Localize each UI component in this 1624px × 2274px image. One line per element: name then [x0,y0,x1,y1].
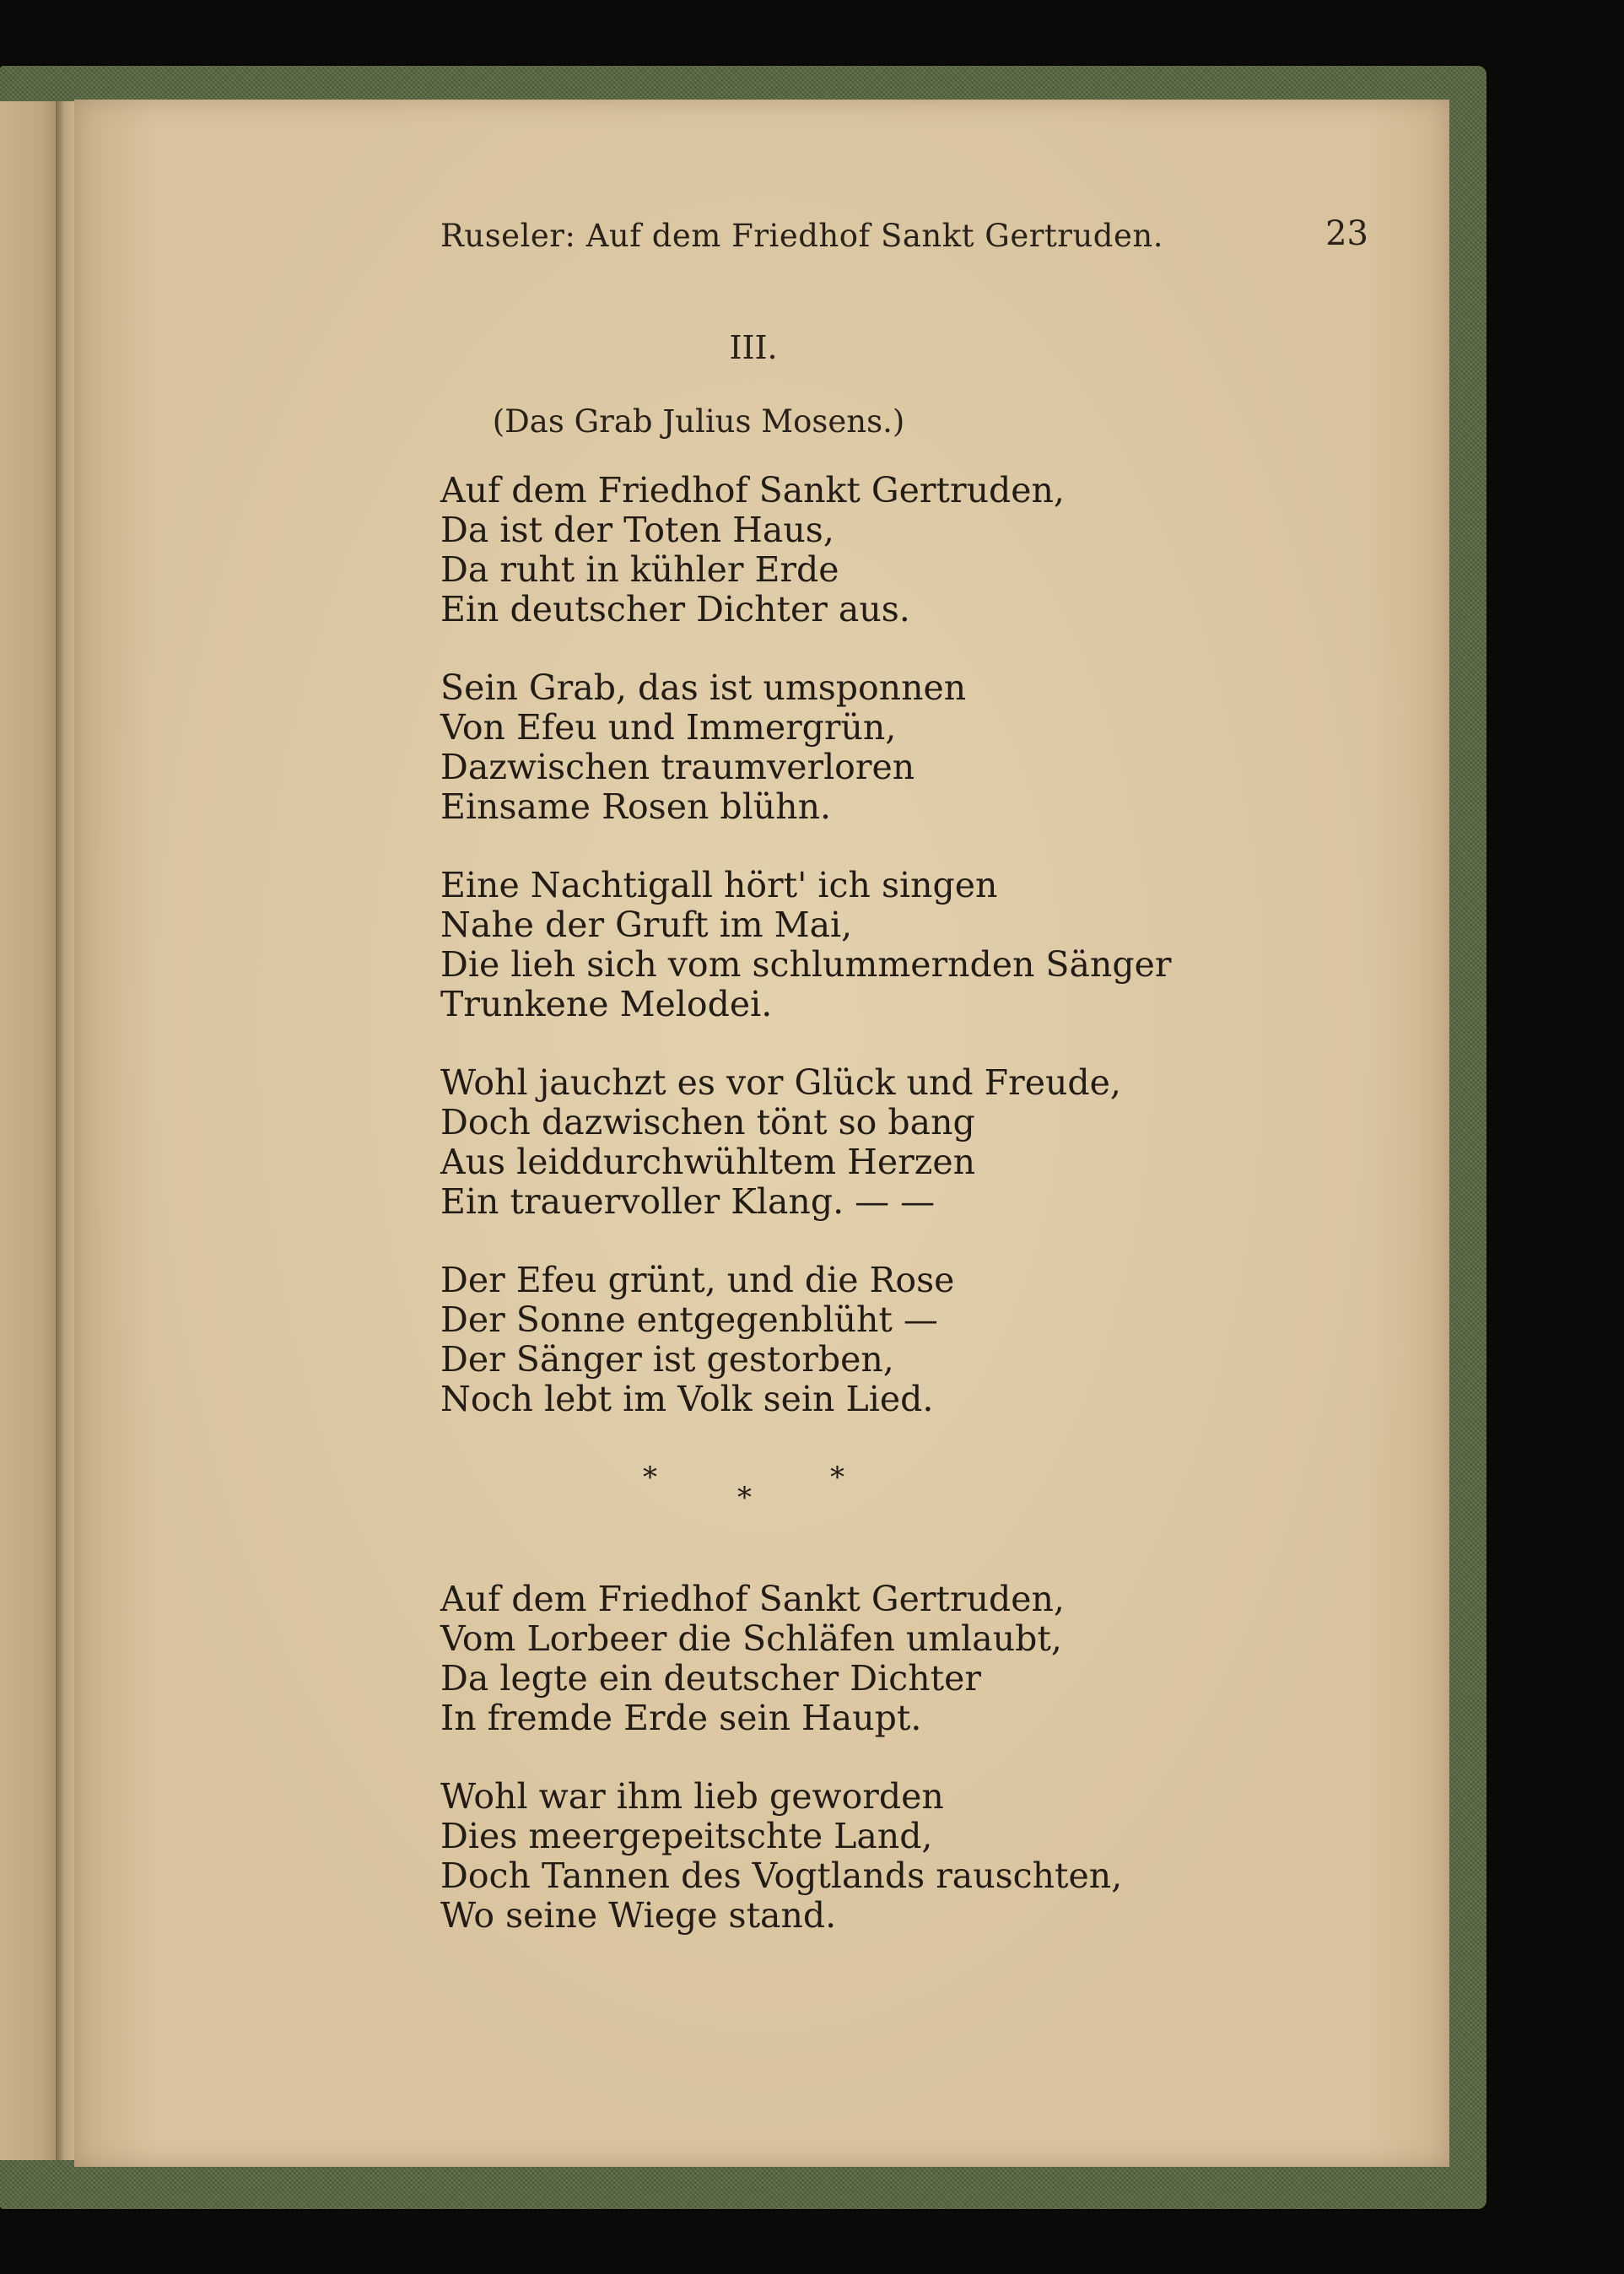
verse-line: Wo seine Wiege stand. [440,1895,837,1936]
verse-line: Noch lebt im Volk sein Lied. [440,1379,934,1419]
verse-line: Die lieh sich vom schlummernden Sänger [440,944,1172,985]
verse-line: Eine Nachtigall hört' ich singen [440,865,998,905]
verse-line: Nahe der Gruft im Mai, [440,905,853,945]
stanza-4 [440,1063,1171,1222]
verse-line: Doch Tannen des Vogtlands rauschten, [440,1855,1123,1896]
verse-line: Wohl jauchzt es vor Glück und Freude, [440,1062,1121,1103]
verse-line: Dies meergepeitschte Land, [440,1816,933,1856]
verse-line: Da ruht in kühler Erde [440,549,839,590]
verse-line: Sein Grab, das ist umsponnen [440,667,967,708]
verse-line: Auf dem Friedhof Sankt Gertruden, [440,1579,1065,1619]
stanza-7 [440,1777,1171,1936]
verse-line: Ein trauervoller Klang. — — [440,1181,936,1222]
verse-line: Ein deutscher Dichter aus. [440,589,910,629]
section-number: III. [729,329,778,366]
verse-line: In fremde Erde sein Haupt. [440,1698,922,1738]
poem-body [440,471,1171,1974]
verse-line: Von Efeu und Immergrün, [440,707,897,748]
verse-line: Der Sänger ist gestorben, [440,1339,894,1380]
verse-line: Auf dem Friedhof Sankt Gertruden, [440,470,1065,510]
book-page [74,100,1449,2167]
asterisk: * [643,1461,657,1494]
verse-line: Da ist der Toten Haus, [440,510,834,550]
asterisk: * [737,1481,752,1515]
verse-line: Vom Lorbeer die Schläfen umlaubt, [440,1618,1062,1659]
stanza-2 [440,668,1171,827]
stanza-1 [440,471,1171,629]
stanza-5 [440,1261,1171,1419]
verse-line: Wohl war ihm lieb geworden [440,1776,944,1817]
verse-line: Trunkene Melodei. [440,984,773,1024]
verse-line: Einsame Rosen blühn. [440,786,832,827]
verse-line: Der Sonne entgegenblüht — [440,1299,938,1340]
running-head: Ruseler: Auf dem Friedhof Sankt Gertruden. [440,218,1163,254]
asterism-divider [440,1458,1171,1553]
asterisk: * [830,1461,844,1494]
stanza-6 [440,1580,1171,1738]
verse-line: Der Efeu grünt, und die Rose [440,1260,955,1300]
verse-line: Dazwischen traumverloren [440,747,915,787]
poem-subtitle: (Das Grab Julius Mosens.) [492,403,905,440]
verse-line: Aus leiddurchwühltem Herzen [440,1142,975,1182]
page-number: 23 [1325,214,1368,253]
stanza-3 [440,866,1171,1024]
verse-line: Da legte ein deutscher Dichter [440,1658,981,1699]
verse-line: Doch dazwischen tönt so bang [440,1102,975,1142]
